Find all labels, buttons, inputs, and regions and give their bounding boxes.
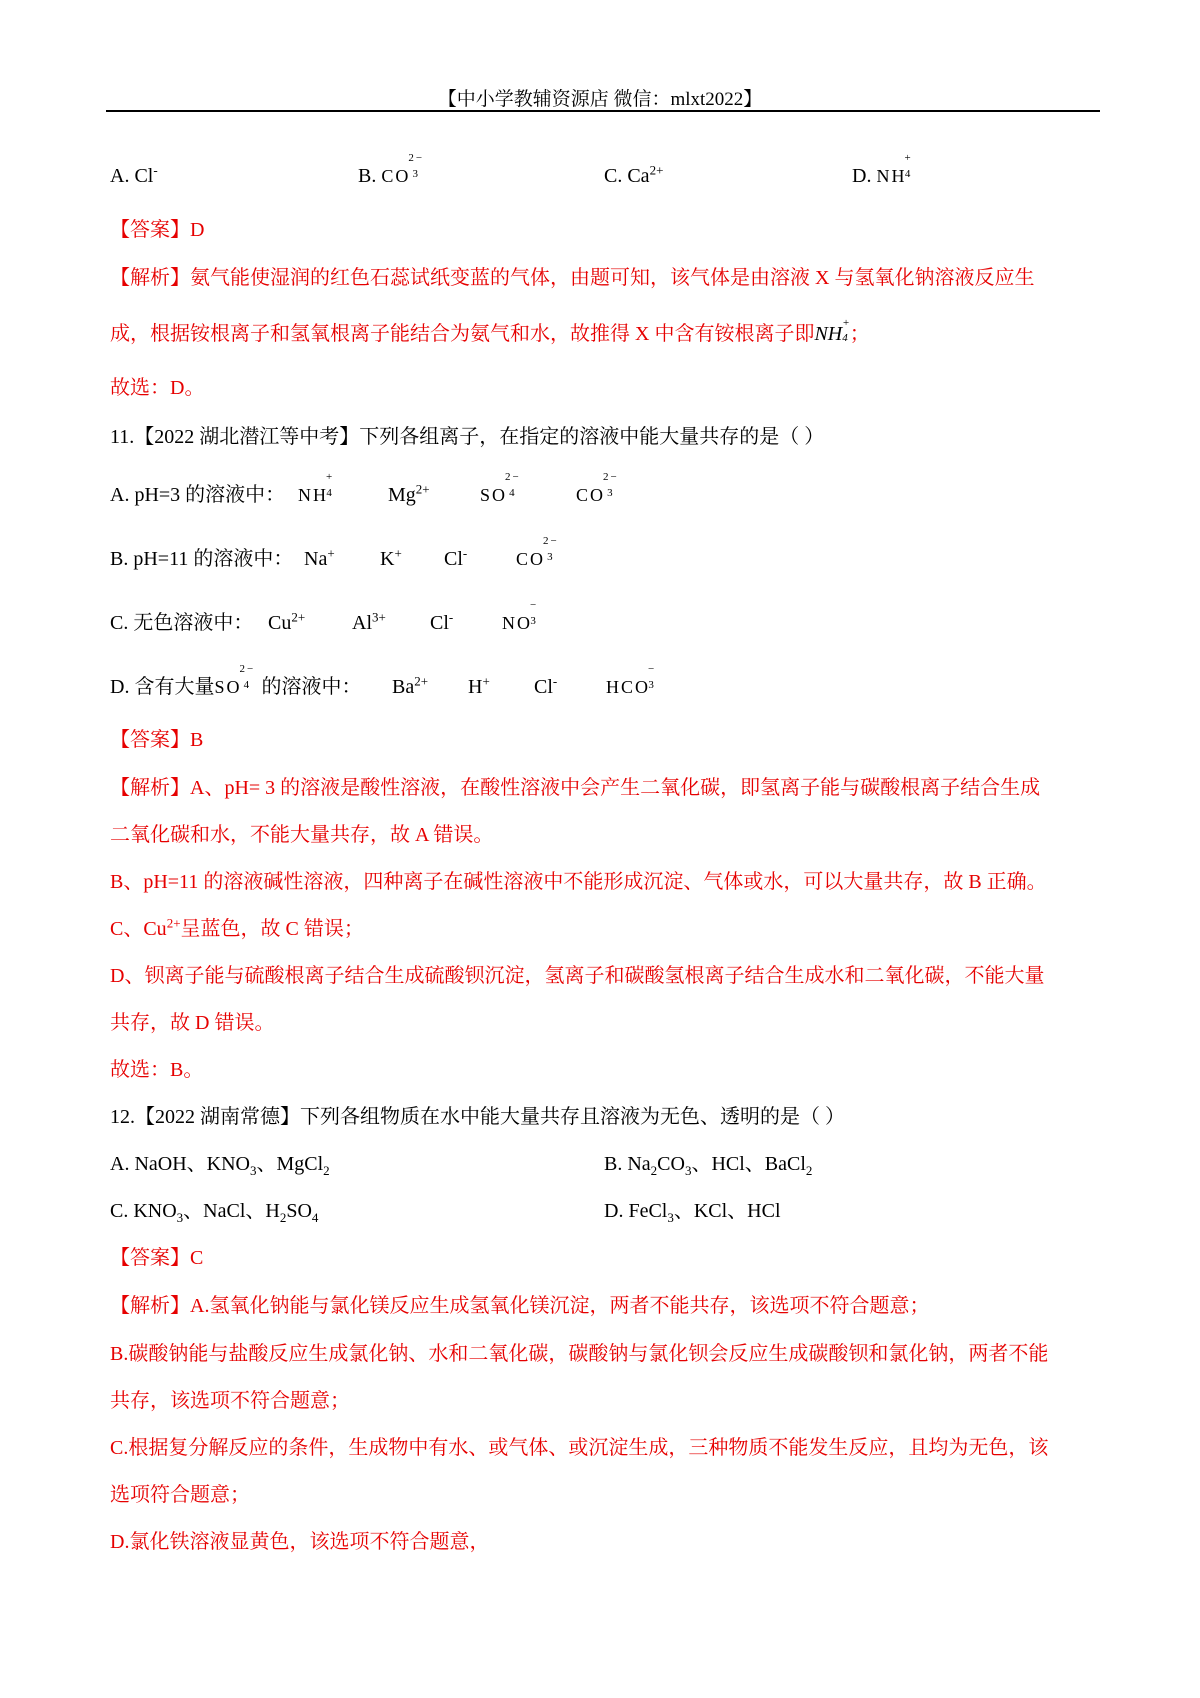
q11-analysis-line-3: B、pH=11 的溶液碱性溶液，四种离子在碱性溶液中不能形成沉淀、气体或水，可以大量共存，故 B 正确。	[110, 871, 1047, 893]
q10-option-a: A. Cl-	[110, 162, 158, 187]
q12-options-row-1	[110, 1150, 1110, 1178]
q12-analysis-line-1: 【解析】A.氢氧化钠能与氯化镁反应生成氢氧化镁沉淀，两者不能共存，该选项不符合题意；	[110, 1295, 930, 1317]
q11-answer: 【答案】B	[110, 729, 204, 751]
q10-options	[110, 152, 1110, 190]
q11-option-d: D. 含有大量SO 2− 4 的溶液中： $Ba^{2+}$ H+ Cl- HCO − 3	[110, 663, 657, 698]
q12-analysis-line-5: 选项符合题意；	[110, 1484, 250, 1506]
q12-stem: 12.【2022 湖南常德】下列各组物质在水中能大量共存且溶液为无色、透明的是（ ）	[110, 1106, 845, 1128]
q11-choose: 故选：B。	[110, 1059, 204, 1081]
page-header: 【中小学教辅资源店 微信：mlxt2022】	[437, 89, 763, 110]
q12-option-b: B. $Na_2CO_3$、HCl、BaCl$_2$	[604, 1153, 813, 1178]
q12-option-c: C. $KNO_3$、NaCl、$H_2SO_4$	[110, 1200, 319, 1225]
q11-analysis-line-2: 二氧化碳和水，不能大量共存，故 A 错误。	[110, 824, 494, 846]
q10-analysis-line-2: 成，根据铵根离子和氢氧根离子能结合为氨气和水，故推得 X 中含有铵根离子即NH + 4 ；	[110, 317, 870, 345]
q11-option-b: B. pH=11 的溶液中： Na+ K+ Cl- CO 2− 3	[110, 535, 559, 570]
q11-analysis-line-1: 【解析】A、pH= 3 的溶液是酸性溶液，在酸性溶液中会产生二氧化碳，即氢离子能与碳酸根离子结合生成	[110, 777, 1041, 799]
q12-answer: 【答案】C	[110, 1247, 204, 1269]
q11-analysis-line-4: C、$Cu^{2+}$呈蓝色，故 C 错误；	[110, 915, 364, 940]
q11-option-c: C. 无色溶液中： $Cu^{2+}$ $Al^{3+}$ Cl- NO − 3	[110, 599, 539, 634]
q12-analysis-line-4: C.根据复分解反应的条件，生成物中有水、或气体、或沉淀生成，三种物质不能发生反应，且均为无色，该	[110, 1437, 1049, 1459]
q10-option-d: D. NH + 4	[852, 152, 913, 187]
q11-analysis-line-5: D、钡离子能与硫酸根离子结合生成硫酸钡沉淀，氢离子和碳酸氢根离子结合生成水和二氧化碳，不能大量	[110, 965, 1045, 987]
q12-options-row-2	[110, 1197, 1110, 1225]
q10-option-b: B. CO 2− 3	[358, 152, 425, 187]
q11-option-a: A. pH=3 的溶液中： NH + 4 $Mg^{2+}$ SO 2− 4 CO 2− 3	[110, 471, 619, 506]
q12-analysis-line-2: B.碳酸钠能与盐酸反应生成氯化钠、水和二氧化碳，碳酸钠与氯化钡会反应生成碳酸钡和氯化钠，两者不能	[110, 1343, 1049, 1365]
q11-analysis-line-6: 共存，故 D 错误。	[110, 1012, 275, 1034]
q10-choose: 故选：D。	[110, 377, 205, 399]
q11-stem: 11.【2022 湖北潜江等中考】下列各组离子，在指定的溶液中能大量共存的是（ ）	[110, 426, 825, 448]
q12-analysis-line-3: 共存，该选项不符合题意；	[110, 1390, 350, 1412]
header-rule	[106, 110, 1100, 112]
q12-option-a: A. NaOH、$KNO_3$、MgCl$_2$	[110, 1153, 330, 1178]
q10-analysis-line-1: 【解析】氨气能使湿润的红色石蕊试纸变蓝的气体，由题可知，该气体是由溶液 X 与氢氧化钠溶液反应生	[110, 267, 1035, 289]
q12-option-d: D. FeCl$_3$、KCl、HCl	[604, 1200, 781, 1225]
q10-option-c: C. $Ca^{2+}$	[604, 162, 664, 187]
q12-analysis-line-6: D.氯化铁溶液显黄色，该选项不符合题意，	[110, 1531, 490, 1553]
q10-answer: 【答案】D	[110, 219, 205, 241]
